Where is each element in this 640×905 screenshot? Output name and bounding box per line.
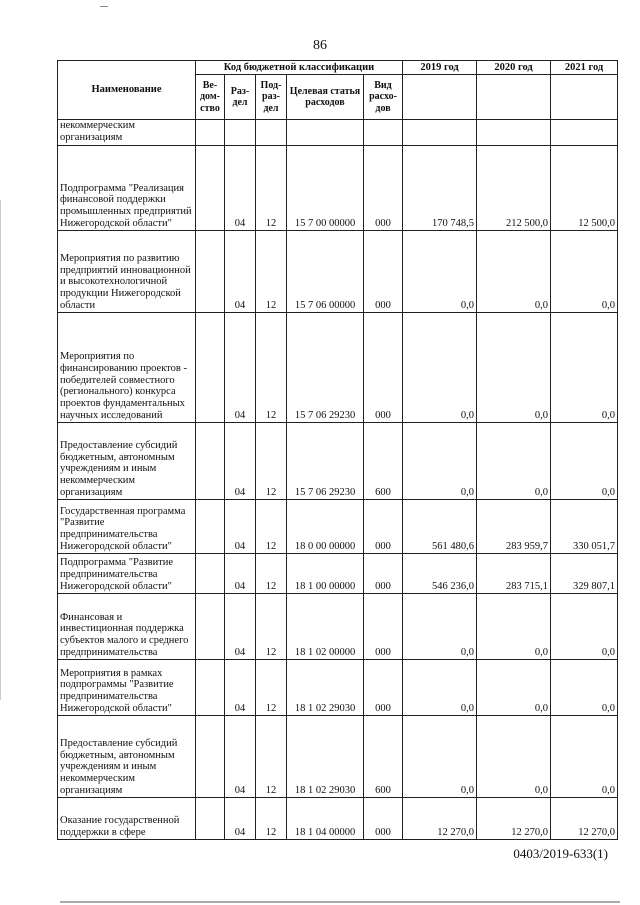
cell-name: Оказание государственной поддержки в сфере <box>58 798 196 840</box>
cell-2019: 12 270,0 <box>403 798 477 840</box>
cell-2020: 283 715,1 <box>477 554 551 594</box>
page-number: 86 <box>313 38 327 53</box>
cell-section: 04 <box>225 313 256 423</box>
cell-department <box>196 660 225 716</box>
cell-target-article: 15 7 06 29230 <box>287 313 364 423</box>
cell-section: 04 <box>225 660 256 716</box>
cell-section: 04 <box>225 798 256 840</box>
header-2020-blank <box>477 75 551 120</box>
cell-name: некоммерческим организациям <box>58 120 196 146</box>
cell-department <box>196 716 225 798</box>
table-row <box>58 660 618 716</box>
cell-2020 <box>477 120 551 146</box>
cell-expense-type: 000 <box>364 660 403 716</box>
cell-target-article: 15 7 06 29230 <box>287 423 364 500</box>
cell-target-article: 15 7 00 00000 <box>287 146 364 231</box>
cell-2019: 561 480,6 <box>403 500 477 554</box>
cell-2021: 12 500,0 <box>551 146 618 231</box>
cell-2020: 0,0 <box>477 231 551 313</box>
table-row <box>58 313 618 423</box>
cell-target-article: 18 1 00 00000 <box>287 554 364 594</box>
cell-2021: 330 051,7 <box>551 500 618 554</box>
cell-expense-type: 000 <box>364 500 403 554</box>
table-row <box>58 500 618 554</box>
cell-department <box>196 313 225 423</box>
header-expense-type: Вид расхо-дов <box>364 75 403 120</box>
cell-2021: 329 807,1 <box>551 554 618 594</box>
cell-section: 04 <box>225 594 256 660</box>
table-row <box>58 798 618 840</box>
cell-department <box>196 231 225 313</box>
header-section: Раз-дел <box>225 75 256 120</box>
table-row <box>58 554 618 594</box>
cell-subsection: 12 <box>256 423 287 500</box>
cell-section: 04 <box>225 231 256 313</box>
cell-2021: 0,0 <box>551 660 618 716</box>
cell-2019: 546 236,0 <box>403 554 477 594</box>
cell-2021: 0,0 <box>551 716 618 798</box>
cell-2020: 0,0 <box>477 313 551 423</box>
table-row <box>58 146 618 231</box>
cell-target-article: 18 0 00 00000 <box>287 500 364 554</box>
header-2021-blank <box>551 75 618 120</box>
cell-expense-type: 600 <box>364 423 403 500</box>
header-subsection: Под-раз-дел <box>256 75 287 120</box>
header-2019-blank <box>403 75 477 120</box>
cell-2019 <box>403 120 477 146</box>
cell-subsection: 12 <box>256 313 287 423</box>
cell-name: Подпрограмма "Реализация финансовой поддержки промышленных предприятий Нижегородской области" <box>58 146 196 231</box>
cell-2019: 0,0 <box>403 594 477 660</box>
header-classification: Код бюджетной классификации <box>196 61 403 75</box>
cell-2019: 0,0 <box>403 231 477 313</box>
cell-2019: 0,0 <box>403 313 477 423</box>
header-2019: 2019 год <box>403 61 477 75</box>
cell-name: Финансовая и инвестиционная поддержка субъектов малого и среднего предпринимательства <box>58 594 196 660</box>
cell-expense-type <box>364 120 403 146</box>
cell-subsection: 12 <box>256 500 287 554</box>
cell-2020: 0,0 <box>477 660 551 716</box>
table-header-row <box>58 61 618 75</box>
cell-section: 04 <box>225 500 256 554</box>
cell-2019: 0,0 <box>403 423 477 500</box>
cell-2021: 0,0 <box>551 423 618 500</box>
cell-section: 04 <box>225 554 256 594</box>
cell-2021: 12 270,0 <box>551 798 618 840</box>
header-2020: 2020 год <box>477 61 551 75</box>
cell-target-article: 18 1 02 29030 <box>287 716 364 798</box>
table-row <box>58 120 618 146</box>
cell-subsection: 12 <box>256 594 287 660</box>
cell-expense-type: 000 <box>364 594 403 660</box>
table-body <box>58 120 618 840</box>
document-code: 0403/2019-633(1) <box>513 846 608 861</box>
cell-2021: 0,0 <box>551 313 618 423</box>
cell-subsection: 12 <box>256 231 287 313</box>
table-row <box>58 231 618 313</box>
cell-name: Подпрограмма "Развитие предпринимательства Нижегородской области" <box>58 554 196 594</box>
cell-subsection: 12 <box>256 798 287 840</box>
cell-subsection: 12 <box>256 146 287 231</box>
scan-mark-top <box>100 6 108 7</box>
cell-department <box>196 798 225 840</box>
cell-section: 04 <box>225 716 256 798</box>
cell-department <box>196 500 225 554</box>
cell-subsection: 12 <box>256 716 287 798</box>
cell-2020: 0,0 <box>477 423 551 500</box>
cell-expense-type: 600 <box>364 716 403 798</box>
cell-subsection: 12 <box>256 660 287 716</box>
cell-department <box>196 146 225 231</box>
cell-2020: 212 500,0 <box>477 146 551 231</box>
cell-target-article: 15 7 06 00000 <box>287 231 364 313</box>
cell-2020: 0,0 <box>477 594 551 660</box>
cell-target-article: 18 1 02 29030 <box>287 660 364 716</box>
cell-department <box>196 594 225 660</box>
cell-2020: 0,0 <box>477 716 551 798</box>
table-row <box>58 716 618 798</box>
cell-name: Мероприятия по финансированию проектов - победителей совместного (регионального) конкурса проектов фундаментальных научных исследований <box>58 313 196 423</box>
cell-name: Мероприятия по развитию предприятий инновационной и высокотехнологичной продукции Нижегородской области <box>58 231 196 313</box>
budget-table <box>57 60 618 840</box>
cell-section: 04 <box>225 423 256 500</box>
cell-expense-type: 000 <box>364 798 403 840</box>
header-target-article: Целевая статья расходов <box>287 75 364 120</box>
cell-target-article: 18 1 02 00000 <box>287 594 364 660</box>
cell-2019: 0,0 <box>403 716 477 798</box>
cell-subsection <box>256 120 287 146</box>
cell-2021: 0,0 <box>551 231 618 313</box>
cell-2020: 283 959,7 <box>477 500 551 554</box>
cell-2019: 170 748,5 <box>403 146 477 231</box>
cell-target-article: 18 1 04 00000 <box>287 798 364 840</box>
header-2021: 2021 год <box>551 61 618 75</box>
cell-section: 04 <box>225 146 256 231</box>
cell-subsection: 12 <box>256 554 287 594</box>
cell-expense-type: 000 <box>364 146 403 231</box>
cell-expense-type: 000 <box>364 313 403 423</box>
cell-2019: 0,0 <box>403 660 477 716</box>
cell-name: Предоставление субсидий бюджетным, автономным учреждениям и иным некоммерческим организациям <box>58 423 196 500</box>
cell-department <box>196 120 225 146</box>
header-name: Наименование <box>58 61 196 120</box>
cell-2021: 0,0 <box>551 594 618 660</box>
table-row <box>58 594 618 660</box>
cell-name: Предоставление субсидий бюджетным, автономным учреждениям и иным некоммерческим организациям <box>58 716 196 798</box>
cell-target-article <box>287 120 364 146</box>
cell-department <box>196 423 225 500</box>
cell-section <box>225 120 256 146</box>
cell-expense-type: 000 <box>364 231 403 313</box>
cell-name: Мероприятия в рамках подпрограммы "Развитие предпринимательства Нижегородской области" <box>58 660 196 716</box>
cell-2021 <box>551 120 618 146</box>
cell-2020: 12 270,0 <box>477 798 551 840</box>
table-row <box>58 423 618 500</box>
header-department: Ве-дом-ство <box>196 75 225 120</box>
scan-edge-left <box>0 200 1 700</box>
scan-edge-bottom <box>60 901 620 903</box>
cell-name: Государственная программа "Развитие предпринимательства Нижегородской области" <box>58 500 196 554</box>
cell-department <box>196 554 225 594</box>
cell-expense-type: 000 <box>364 554 403 594</box>
